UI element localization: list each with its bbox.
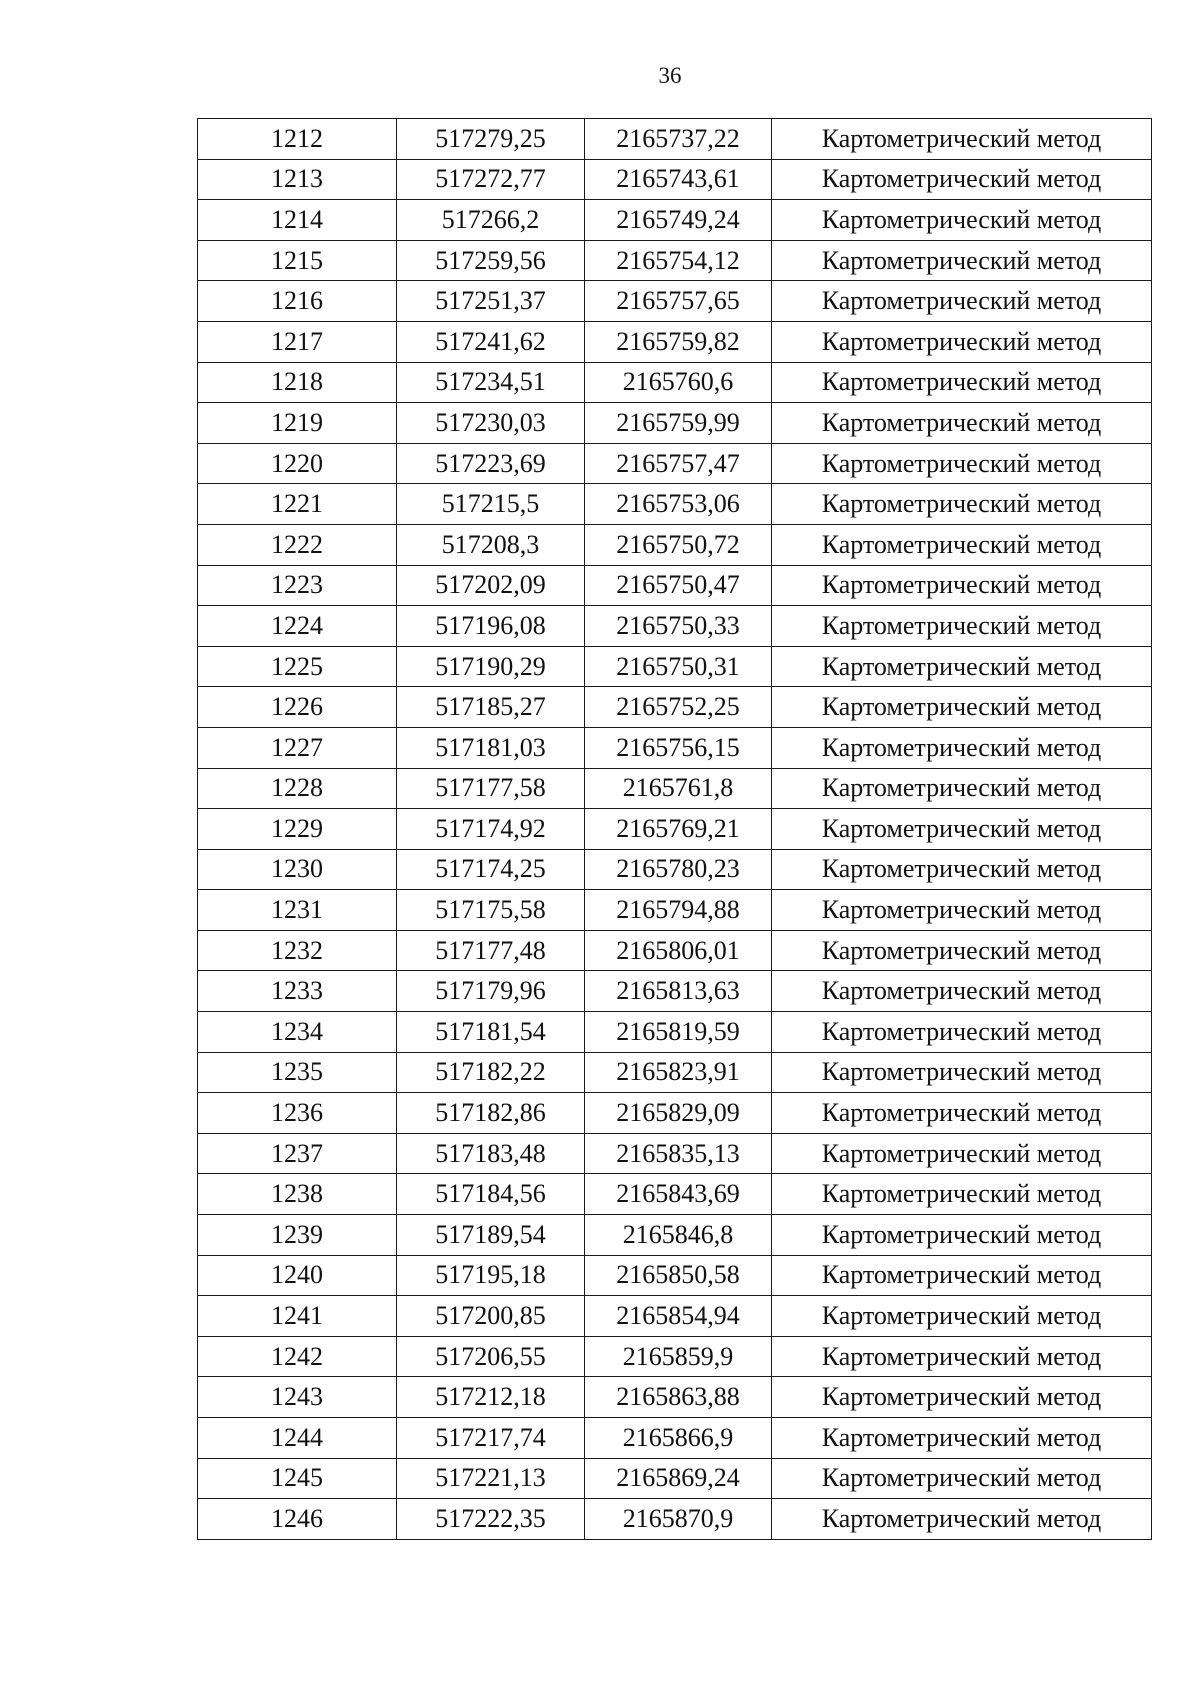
x-coordinate-cell: 517251,37 <box>397 281 585 322</box>
point-number-cell: 1218 <box>198 362 397 403</box>
y-coordinate-cell: 2165750,31 <box>585 646 772 687</box>
method-cell: Картометрический метод <box>772 768 1152 809</box>
method-cell: Картометрический метод <box>772 1174 1152 1215</box>
x-coordinate-cell: 517195,18 <box>397 1255 585 1296</box>
point-number-cell: 1220 <box>198 443 397 484</box>
table-row <box>198 646 1152 687</box>
table-row <box>198 1336 1152 1377</box>
y-coordinate-cell: 2165743,61 <box>585 159 772 200</box>
x-coordinate-cell: 517272,77 <box>397 159 585 200</box>
point-number-cell: 1233 <box>198 971 397 1012</box>
method-cell: Картометрический метод <box>772 1296 1152 1337</box>
point-number-cell: 1222 <box>198 524 397 565</box>
method-cell: Картометрический метод <box>772 1052 1152 1093</box>
method-cell: Картометрический метод <box>772 1093 1152 1134</box>
x-coordinate-cell: 517212,18 <box>397 1377 585 1418</box>
point-number-cell: 1245 <box>198 1458 397 1499</box>
point-number-cell: 1223 <box>198 565 397 606</box>
table-row <box>198 687 1152 728</box>
y-coordinate-cell: 2165866,9 <box>585 1418 772 1459</box>
table-row <box>198 1458 1152 1499</box>
y-coordinate-cell: 2165846,8 <box>585 1215 772 1256</box>
method-cell: Картометрический метод <box>772 484 1152 525</box>
table-row <box>198 443 1152 484</box>
method-cell: Картометрический метод <box>772 930 1152 971</box>
method-cell: Картометрический метод <box>772 849 1152 890</box>
method-cell: Картометрический метод <box>772 1255 1152 1296</box>
point-number-cell: 1230 <box>198 849 397 890</box>
table-row <box>198 1255 1152 1296</box>
y-coordinate-cell: 2165823,91 <box>585 1052 772 1093</box>
x-coordinate-cell: 517259,56 <box>397 240 585 281</box>
table-row <box>198 240 1152 281</box>
x-coordinate-cell: 517230,03 <box>397 403 585 444</box>
x-coordinate-cell: 517241,62 <box>397 321 585 362</box>
x-coordinate-cell: 517221,13 <box>397 1458 585 1499</box>
point-number-cell: 1215 <box>198 240 397 281</box>
y-coordinate-cell: 2165854,94 <box>585 1296 772 1337</box>
method-cell: Картометрический метод <box>772 524 1152 565</box>
method-cell: Картометрический метод <box>772 362 1152 403</box>
x-coordinate-cell: 517182,22 <box>397 1052 585 1093</box>
method-cell: Картометрический метод <box>772 1499 1152 1540</box>
point-number-cell: 1224 <box>198 606 397 647</box>
point-number-cell: 1228 <box>198 768 397 809</box>
point-number-cell: 1225 <box>198 646 397 687</box>
table-row <box>198 849 1152 890</box>
y-coordinate-cell: 2165813,63 <box>585 971 772 1012</box>
point-number-cell: 1246 <box>198 1499 397 1540</box>
method-cell: Картометрический метод <box>772 281 1152 322</box>
x-coordinate-cell: 517208,3 <box>397 524 585 565</box>
y-coordinate-cell: 2165760,6 <box>585 362 772 403</box>
y-coordinate-cell: 2165753,06 <box>585 484 772 525</box>
method-cell: Картометрический метод <box>772 403 1152 444</box>
table-row <box>198 1133 1152 1174</box>
x-coordinate-cell: 517202,09 <box>397 565 585 606</box>
table-row <box>198 362 1152 403</box>
table-row <box>198 1012 1152 1053</box>
x-coordinate-cell: 517215,5 <box>397 484 585 525</box>
table-row <box>198 321 1152 362</box>
y-coordinate-cell: 2165761,8 <box>585 768 772 809</box>
point-number-cell: 1243 <box>198 1377 397 1418</box>
x-coordinate-cell: 517234,51 <box>397 362 585 403</box>
table-row <box>198 1093 1152 1134</box>
x-coordinate-cell: 517185,27 <box>397 687 585 728</box>
point-number-cell: 1217 <box>198 321 397 362</box>
y-coordinate-cell: 2165749,24 <box>585 200 772 241</box>
point-number-cell: 1241 <box>198 1296 397 1337</box>
table-row <box>198 930 1152 971</box>
x-coordinate-cell: 517223,69 <box>397 443 585 484</box>
method-cell: Картометрический метод <box>772 809 1152 850</box>
table-row <box>198 606 1152 647</box>
point-number-cell: 1221 <box>198 484 397 525</box>
table-row <box>198 1377 1152 1418</box>
x-coordinate-cell: 517177,58 <box>397 768 585 809</box>
table-row <box>198 1418 1152 1459</box>
method-cell: Картометрический метод <box>772 565 1152 606</box>
y-coordinate-cell: 2165794,88 <box>585 890 772 931</box>
x-coordinate-cell: 517182,86 <box>397 1093 585 1134</box>
method-cell: Картометрический метод <box>772 200 1152 241</box>
table-row <box>198 1499 1152 1540</box>
point-number-cell: 1236 <box>198 1093 397 1134</box>
x-coordinate-cell: 517175,58 <box>397 890 585 931</box>
x-coordinate-cell: 517174,92 <box>397 809 585 850</box>
method-cell: Картометрический метод <box>772 240 1152 281</box>
point-number-cell: 1231 <box>198 890 397 931</box>
x-coordinate-cell: 517266,2 <box>397 200 585 241</box>
y-coordinate-cell: 2165756,15 <box>585 727 772 768</box>
method-cell: Картометрический метод <box>772 890 1152 931</box>
x-coordinate-cell: 517183,48 <box>397 1133 585 1174</box>
table-row <box>198 524 1152 565</box>
y-coordinate-cell: 2165759,99 <box>585 403 772 444</box>
table-row <box>198 1215 1152 1256</box>
method-cell: Картометрический метод <box>772 646 1152 687</box>
method-cell: Картометрический метод <box>772 1133 1152 1174</box>
y-coordinate-cell: 2165850,58 <box>585 1255 772 1296</box>
point-number-cell: 1212 <box>198 119 397 160</box>
point-number-cell: 1242 <box>198 1336 397 1377</box>
method-cell: Картометрический метод <box>772 727 1152 768</box>
table-row <box>198 159 1152 200</box>
x-coordinate-cell: 517222,35 <box>397 1499 585 1540</box>
y-coordinate-cell: 2165843,69 <box>585 1174 772 1215</box>
table-row <box>198 727 1152 768</box>
x-coordinate-cell: 517217,74 <box>397 1418 585 1459</box>
method-cell: Картометрический метод <box>772 321 1152 362</box>
y-coordinate-cell: 2165769,21 <box>585 809 772 850</box>
x-coordinate-cell: 517200,85 <box>397 1296 585 1337</box>
x-coordinate-cell: 517206,55 <box>397 1336 585 1377</box>
y-coordinate-cell: 2165835,13 <box>585 1133 772 1174</box>
point-number-cell: 1240 <box>198 1255 397 1296</box>
method-cell: Картометрический метод <box>772 1012 1152 1053</box>
point-number-cell: 1213 <box>198 159 397 200</box>
point-number-cell: 1238 <box>198 1174 397 1215</box>
point-number-cell: 1216 <box>198 281 397 322</box>
y-coordinate-cell: 2165859,9 <box>585 1336 772 1377</box>
method-cell: Картометрический метод <box>772 1336 1152 1377</box>
x-coordinate-cell: 517181,03 <box>397 727 585 768</box>
point-number-cell: 1219 <box>198 403 397 444</box>
point-number-cell: 1232 <box>198 930 397 971</box>
method-cell: Картометрический метод <box>772 1377 1152 1418</box>
point-number-cell: 1235 <box>198 1052 397 1093</box>
table-row <box>198 809 1152 850</box>
y-coordinate-cell: 2165754,12 <box>585 240 772 281</box>
table-row <box>198 1174 1152 1215</box>
table-row <box>198 768 1152 809</box>
y-coordinate-cell: 2165750,47 <box>585 565 772 606</box>
y-coordinate-cell: 2165757,47 <box>585 443 772 484</box>
y-coordinate-cell: 2165750,72 <box>585 524 772 565</box>
point-number-cell: 1234 <box>198 1012 397 1053</box>
y-coordinate-cell: 2165819,59 <box>585 1012 772 1053</box>
coordinates-table <box>197 118 1152 1540</box>
table-row <box>198 971 1152 1012</box>
table-row <box>198 565 1152 606</box>
table-row <box>198 200 1152 241</box>
x-coordinate-cell: 517179,96 <box>397 971 585 1012</box>
table-row <box>198 484 1152 525</box>
y-coordinate-cell: 2165752,25 <box>585 687 772 728</box>
method-cell: Картометрический метод <box>772 443 1152 484</box>
method-cell: Картометрический метод <box>772 1215 1152 1256</box>
method-cell: Картометрический метод <box>772 1458 1152 1499</box>
x-coordinate-cell: 517196,08 <box>397 606 585 647</box>
point-number-cell: 1237 <box>198 1133 397 1174</box>
x-coordinate-cell: 517190,29 <box>397 646 585 687</box>
point-number-cell: 1227 <box>198 727 397 768</box>
y-coordinate-cell: 2165737,22 <box>585 119 772 160</box>
point-number-cell: 1214 <box>198 200 397 241</box>
point-number-cell: 1229 <box>198 809 397 850</box>
table-row <box>198 890 1152 931</box>
method-cell: Картометрический метод <box>772 1418 1152 1459</box>
table-row <box>198 119 1152 160</box>
x-coordinate-cell: 517189,54 <box>397 1215 585 1256</box>
y-coordinate-cell: 2165759,82 <box>585 321 772 362</box>
y-coordinate-cell: 2165806,01 <box>585 930 772 971</box>
page-number: 36 <box>658 63 682 88</box>
y-coordinate-cell: 2165829,09 <box>585 1093 772 1134</box>
x-coordinate-cell: 517181,54 <box>397 1012 585 1053</box>
point-number-cell: 1239 <box>198 1215 397 1256</box>
y-coordinate-cell: 2165750,33 <box>585 606 772 647</box>
method-cell: Картометрический метод <box>772 687 1152 728</box>
method-cell: Картометрический метод <box>772 606 1152 647</box>
y-coordinate-cell: 2165863,88 <box>585 1377 772 1418</box>
coordinates-table-body <box>198 119 1152 1540</box>
method-cell: Картометрический метод <box>772 159 1152 200</box>
x-coordinate-cell: 517184,56 <box>397 1174 585 1215</box>
method-cell: Картометрический метод <box>772 971 1152 1012</box>
y-coordinate-cell: 2165757,65 <box>585 281 772 322</box>
x-coordinate-cell: 517279,25 <box>397 119 585 160</box>
table-row <box>198 403 1152 444</box>
point-number-cell: 1226 <box>198 687 397 728</box>
y-coordinate-cell: 2165780,23 <box>585 849 772 890</box>
x-coordinate-cell: 517177,48 <box>397 930 585 971</box>
table-row <box>198 281 1152 322</box>
y-coordinate-cell: 2165870,9 <box>585 1499 772 1540</box>
method-cell: Картометрический метод <box>772 119 1152 160</box>
point-number-cell: 1244 <box>198 1418 397 1459</box>
table-row <box>198 1052 1152 1093</box>
x-coordinate-cell: 517174,25 <box>397 849 585 890</box>
table-row <box>198 1296 1152 1337</box>
y-coordinate-cell: 2165869,24 <box>585 1458 772 1499</box>
